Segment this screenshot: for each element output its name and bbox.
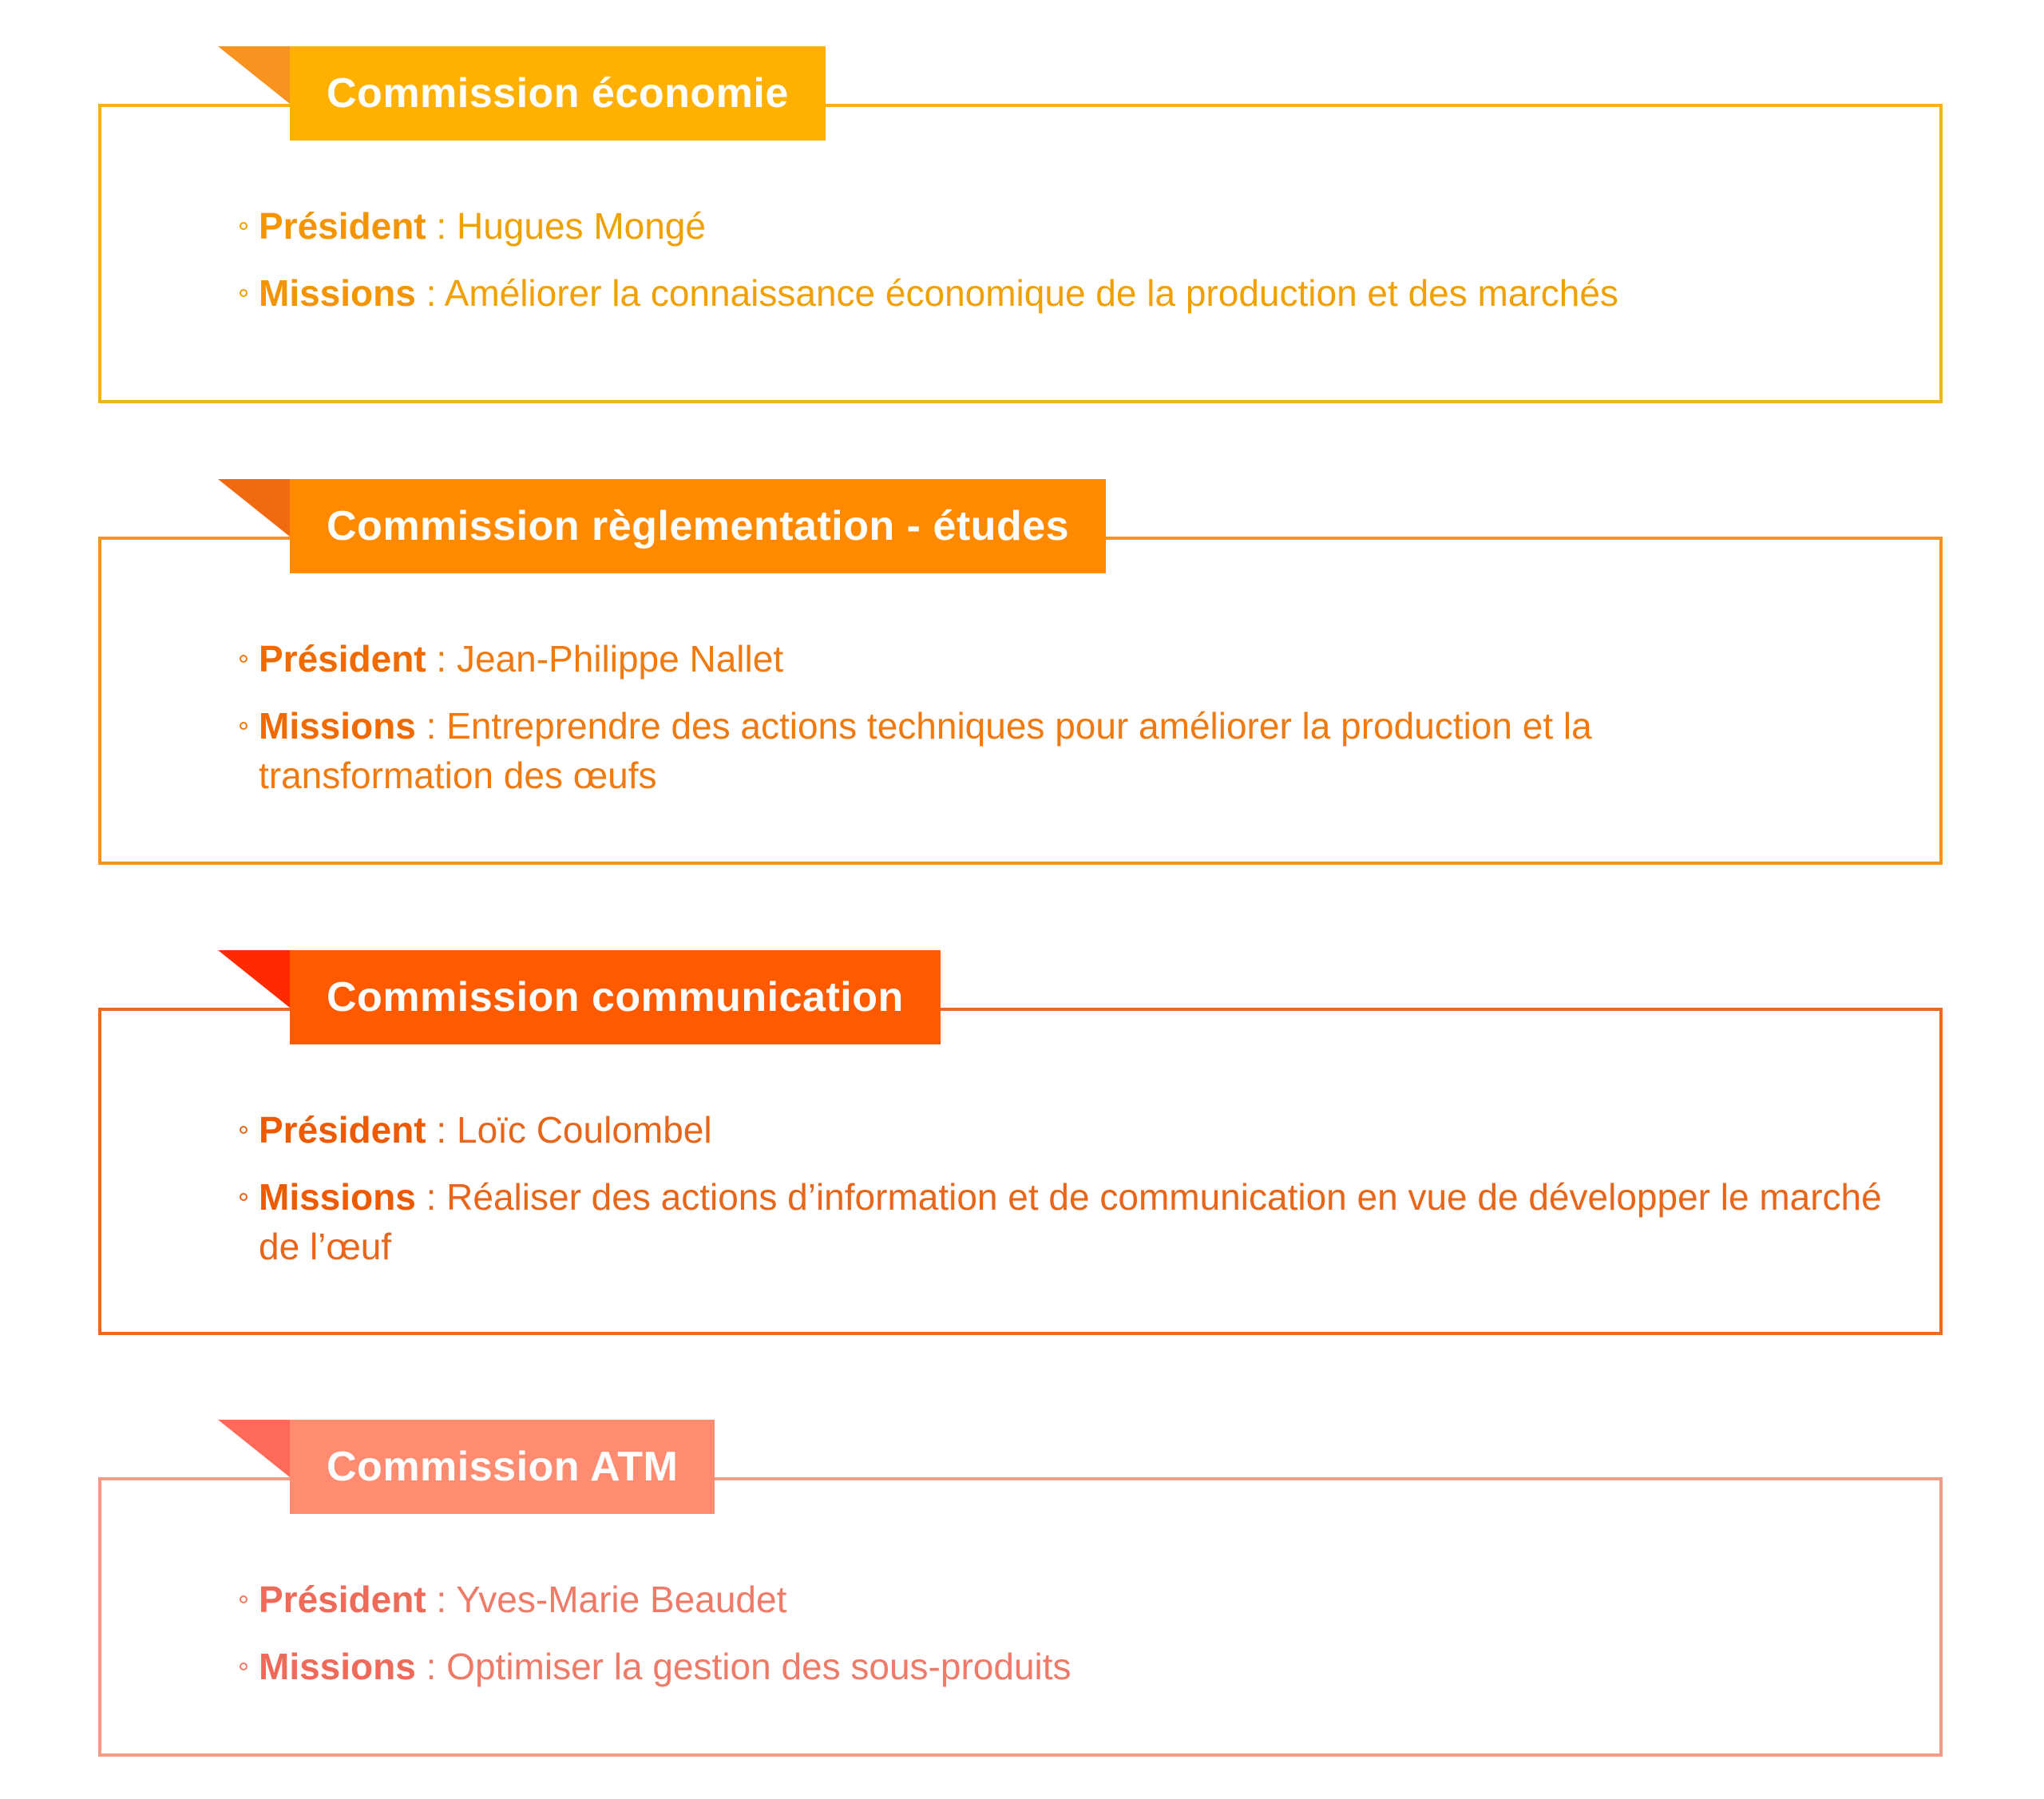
president-line — [240, 201, 1900, 251]
bullet-icon — [240, 1193, 248, 1201]
missions-line — [240, 1172, 1900, 1271]
president-line — [240, 634, 1836, 684]
president-label: Président — [259, 205, 426, 247]
tab-fold-corner — [218, 479, 290, 537]
commission-details — [240, 1575, 1900, 1709]
missions-text: : Réaliser des actions d’information et de communication en vue de développer le marché de l’œuf — [259, 1176, 1882, 1267]
missions-text: : Optimiser la gestion des sous-produits — [426, 1646, 1072, 1687]
president-line — [240, 1105, 1900, 1155]
missions-label: Missions — [259, 705, 416, 747]
commission-details — [240, 1105, 1900, 1289]
president-name: : Hugues Mongé — [436, 205, 706, 247]
commission-title: Commission communication — [290, 950, 941, 1044]
missions-line — [240, 268, 1900, 318]
president-label: Président — [259, 1579, 426, 1620]
president-label: Président — [259, 1109, 426, 1151]
bullet-icon — [240, 1595, 248, 1603]
commission-details — [240, 634, 1836, 818]
bullet-icon — [240, 222, 248, 230]
bullet-icon — [240, 722, 248, 730]
president-label: Président — [259, 638, 426, 680]
president-line — [240, 1575, 1900, 1624]
commission-title: Commission règlementation - études — [290, 479, 1106, 573]
commission-details — [240, 201, 1900, 335]
bullet-icon — [240, 289, 248, 297]
commission-title: Commission ATM — [290, 1420, 715, 1514]
president-name: : Loïc Coulombel — [436, 1109, 712, 1151]
bullet-icon — [240, 1126, 248, 1134]
missions-line — [240, 701, 1836, 800]
tab-fold-corner — [218, 950, 290, 1008]
missions-text: : Entreprendre des actions techniques pour améliorer la production et la transformation des œufs — [259, 705, 1592, 796]
bullet-icon — [240, 1662, 248, 1670]
missions-label: Missions — [259, 1176, 416, 1218]
tab-fold-corner — [218, 1420, 290, 1477]
president-name: : Yves-Marie Beaudet — [436, 1579, 787, 1620]
missions-line — [240, 1642, 1900, 1691]
bullet-icon — [240, 655, 248, 663]
tab-fold-corner — [218, 46, 290, 104]
commission-title: Commission économie — [290, 46, 826, 141]
missions-text: : Améliorer la connaissance économique de la production et des marchés — [426, 272, 1618, 314]
president-name: : Jean-Philippe Nallet — [436, 638, 784, 680]
missions-label: Missions — [259, 1646, 416, 1687]
missions-label: Missions — [259, 272, 416, 314]
